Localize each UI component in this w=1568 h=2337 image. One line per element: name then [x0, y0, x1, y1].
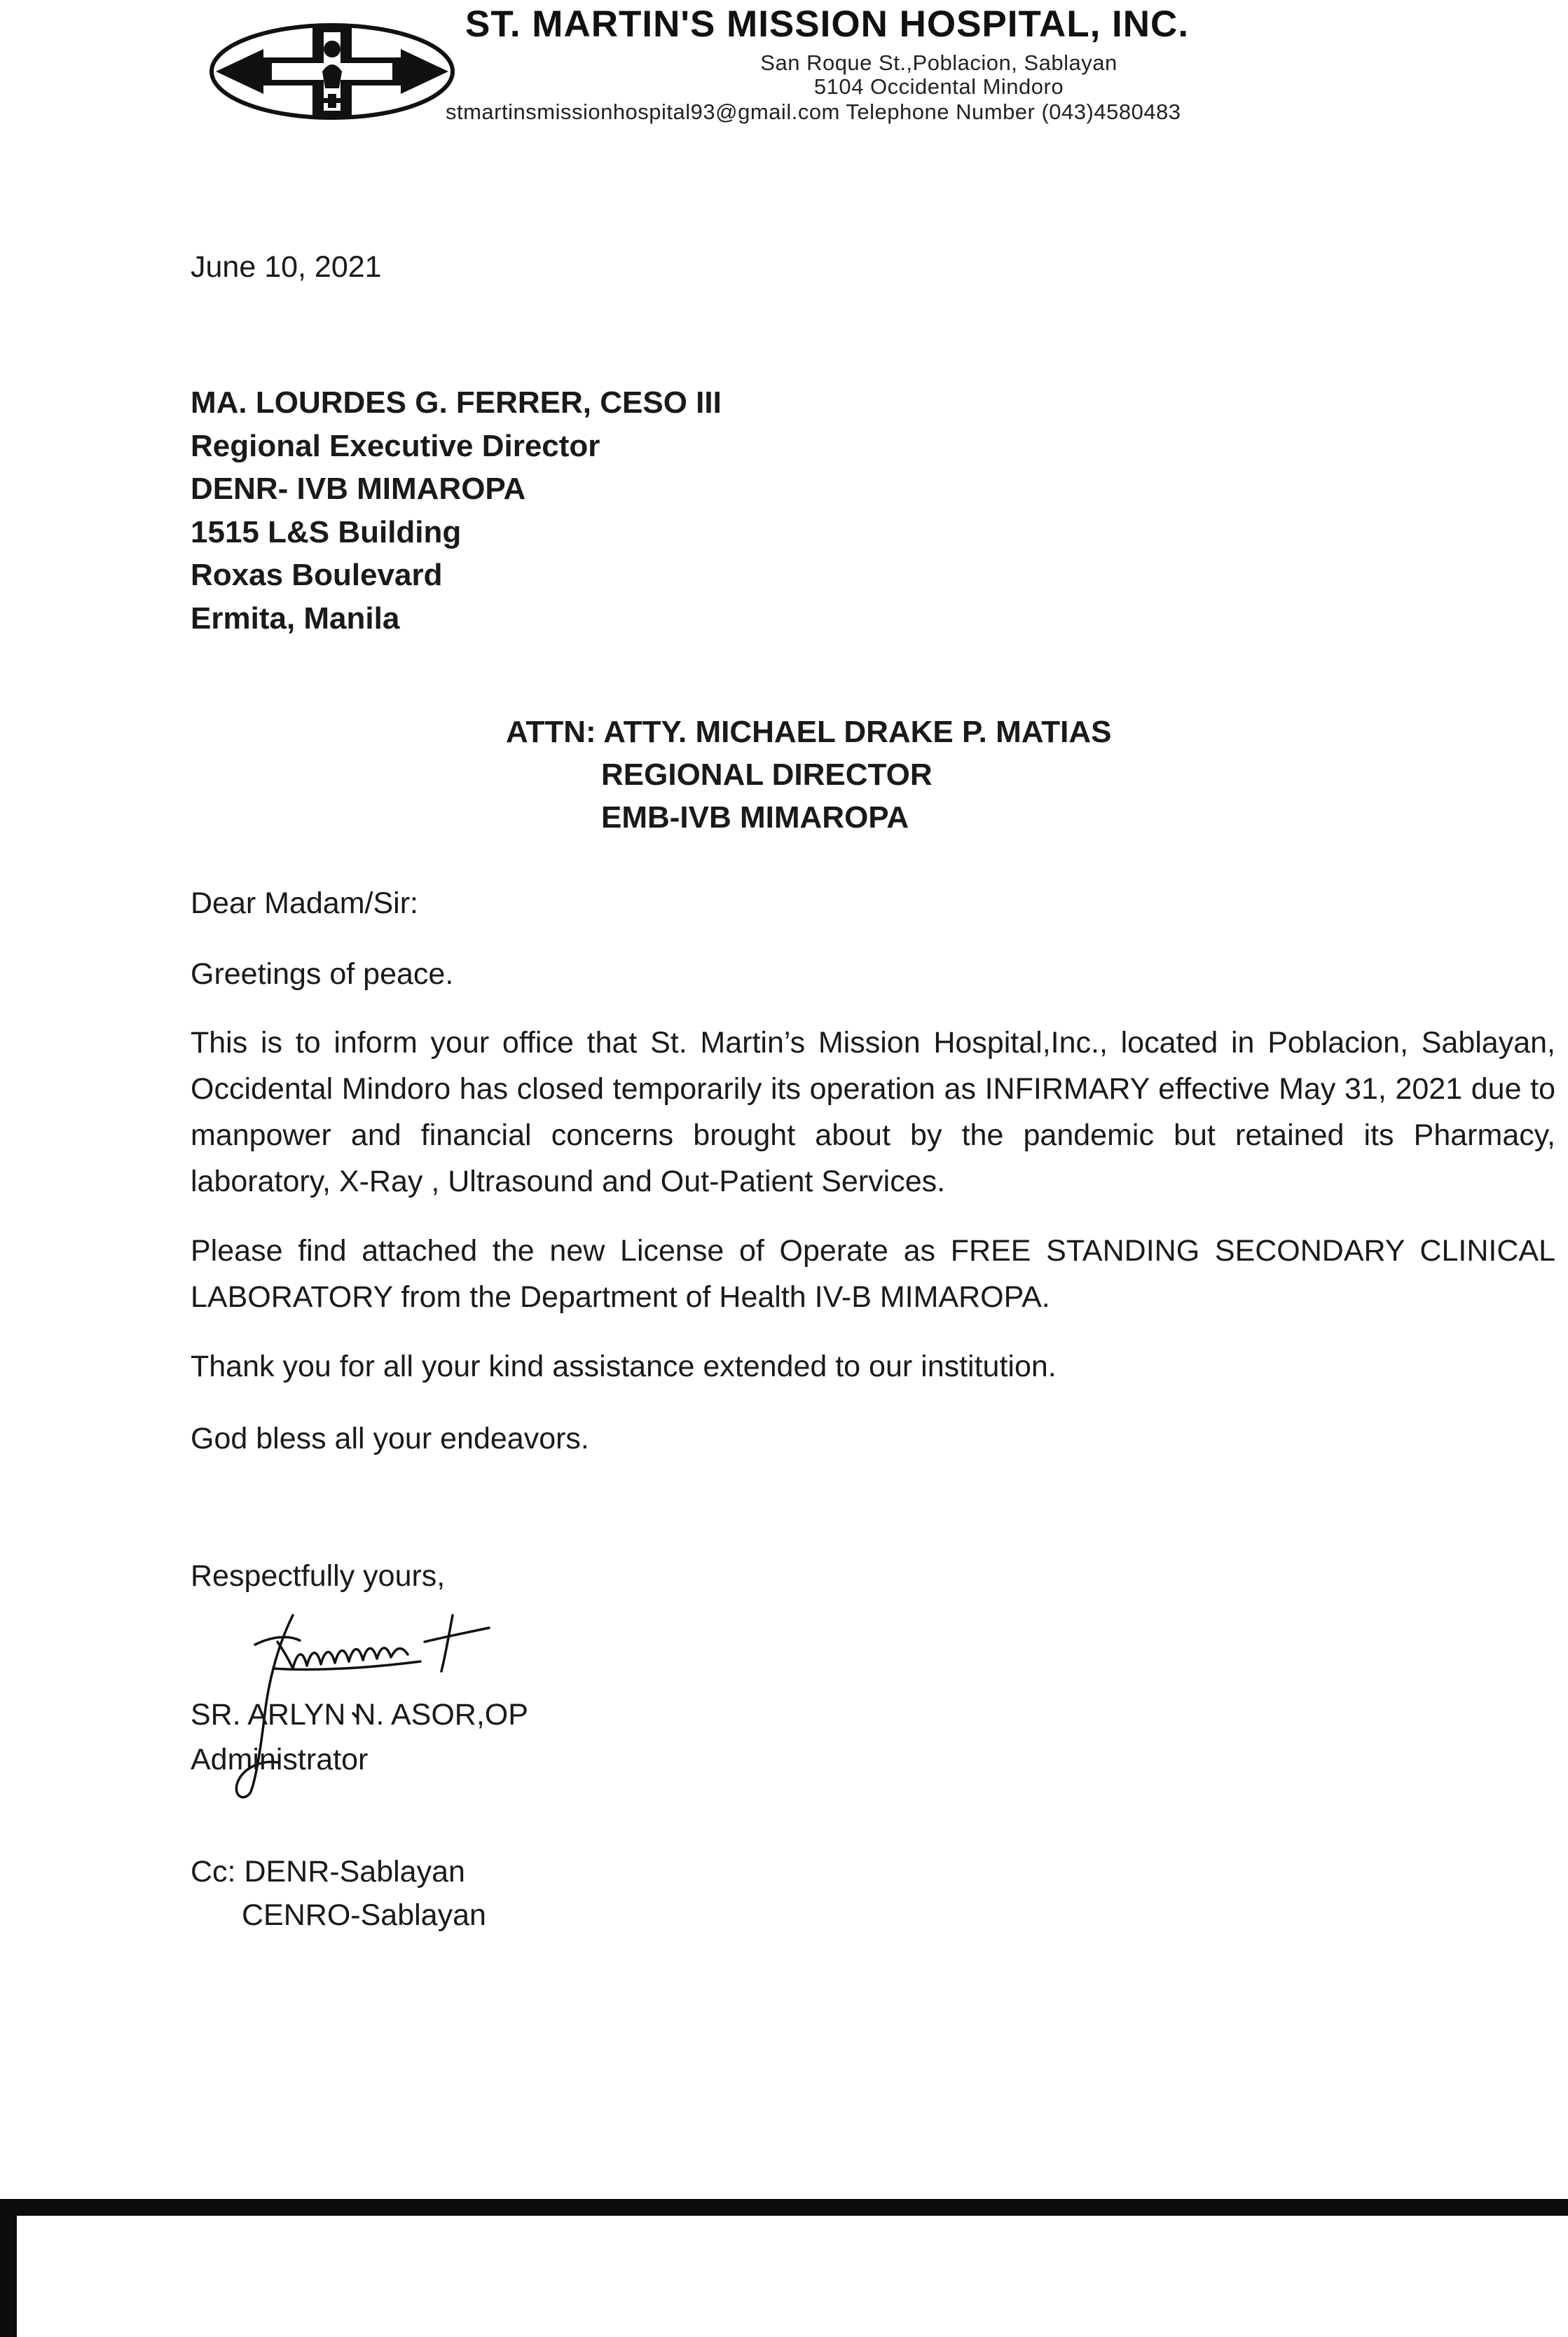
cc-line-cenro: CENRO-Sablayan [242, 1898, 486, 1932]
attention-position: REGIONAL DIRECTOR [601, 758, 933, 792]
body-paragraph-closure-notice: This is to inform your office that St. Martin’s Mission Hospital,Inc., located in Poblacion, Sablayan, Occidental Mindoro has closed temporarily its operation as INFIRMARY effective May 31, 2021 due to manpower and financial concerns brought about by the pandemic but retained its Pharmacy, laboratory, X-Ray , Ultrasound and Out-Patient Services. [191, 1026, 1555, 1198]
hospital-address-street: San Roque St.,Poblacion, Sablayan [760, 50, 1117, 75]
signatory-name: SR. ARLYN N. ASOR,OP [191, 1698, 528, 1732]
body-paragraph-blessing: God bless all your endeavors. [191, 1422, 589, 1455]
attention-office: EMB-IVB MIMAROPA [601, 800, 909, 835]
body-paragraph-license: Please find attached the new License of Operate as FREE STANDING SECONDARY CLINICAL LABORATORY from the Department of Health IV-B MIMAROPA. [191, 1234, 1555, 1314]
recipient-building: 1515 L&S Building [191, 514, 462, 549]
hospital-contact-line: stmartinsmissionhospital93@gmail.com Telephone Number (043)4580483 [446, 100, 1181, 124]
body-paragraph-thanks: Thank you for all your kind assistance extended to our institution. [191, 1350, 1057, 1383]
signatory-title: Administrator [191, 1743, 369, 1776]
greeting: Greetings of peace. [191, 957, 454, 991]
letter-date: June 10, 2021 [191, 250, 382, 284]
scan-edge-paper [17, 2216, 1568, 2337]
hospital-name: ST. MARTIN'S MISSION HOSPITAL, INC. [465, 4, 1190, 45]
salutation: Dear Madam/Sir: [191, 886, 418, 920]
attention-name: ATTN: ATTY. MICHAEL DRAKE P. MATIAS [506, 715, 1112, 749]
recipient-block [191, 381, 722, 640]
recipient-position: Regional Executive Director [191, 428, 600, 463]
recipient-office: DENR- IVB MIMAROPA [191, 472, 526, 506]
hospital-address-province: 5104 Occidental Mindoro [813, 74, 1064, 99]
attention-block [506, 711, 1112, 839]
recipient-city: Ermita, Manila [191, 601, 400, 636]
recipient-name: MA. LOURDES G. FERRER, CESO III [191, 385, 722, 420]
closing: Respectfully yours, [191, 1559, 446, 1593]
hospital-logo-icon [207, 21, 457, 122]
recipient-street: Roxas Boulevard [191, 558, 443, 592]
cc-line-denr: Cc: DENR-Sablayan [191, 1855, 465, 1889]
